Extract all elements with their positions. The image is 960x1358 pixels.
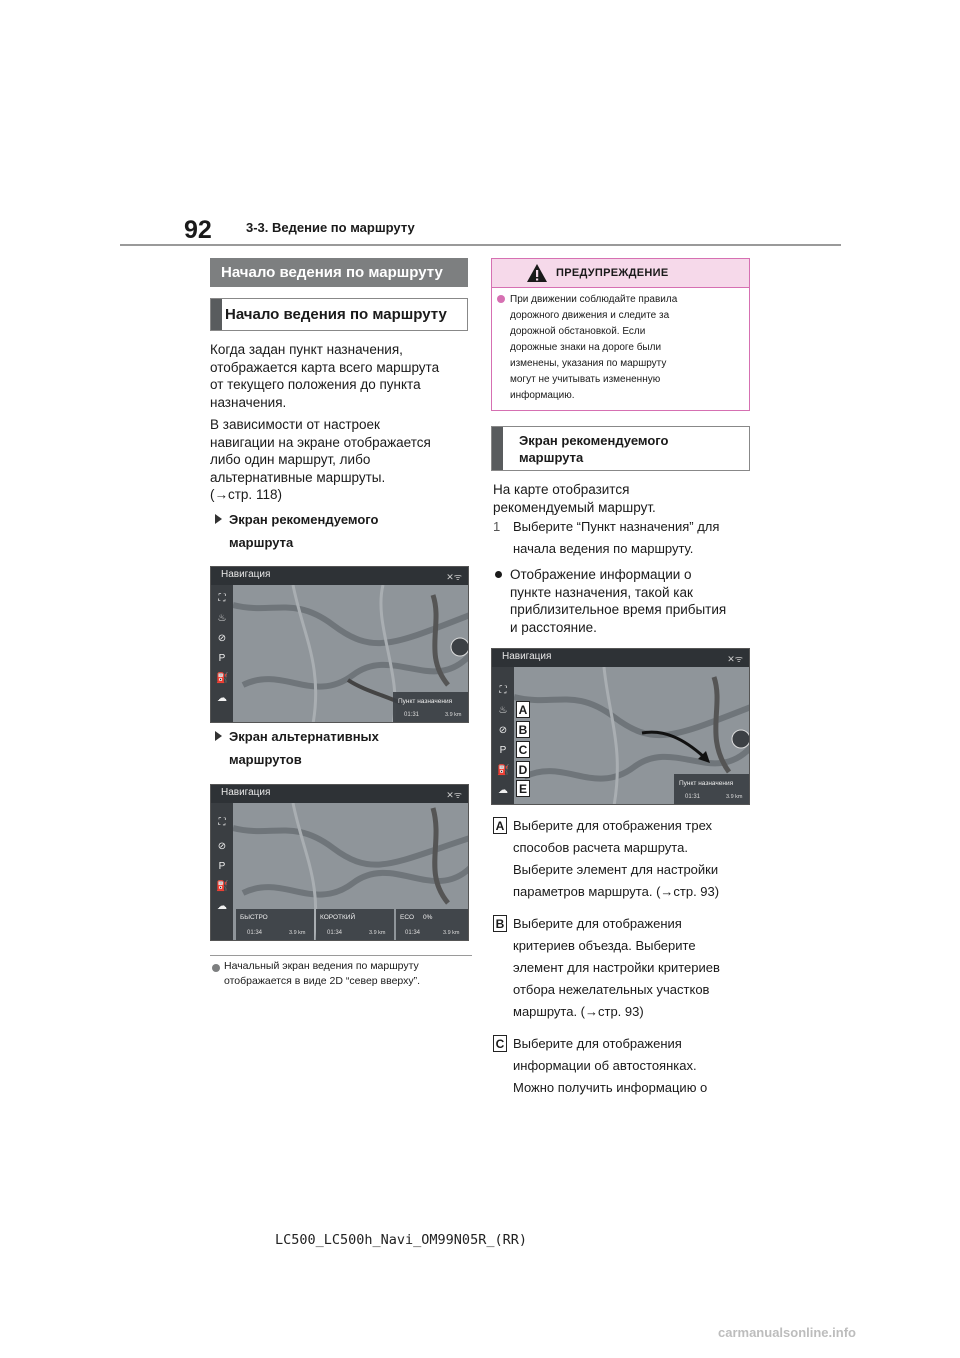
text-line: отбора нежелательных участков	[513, 982, 710, 997]
text-line: Выберите для отображения	[513, 1036, 682, 1051]
arrival-time: 01:31	[404, 712, 420, 718]
fuel-icon[interactable]: ⛽	[216, 881, 229, 892]
parking-icon[interactable]: P	[499, 745, 507, 756]
nav-screen-callouts	[491, 648, 750, 805]
parking-icon[interactable]: P	[218, 653, 226, 664]
signal-icon: ✕ᯤ	[446, 572, 462, 582]
text-line: и расстояние.	[510, 619, 597, 635]
text-line: Начальный экран ведения по маршруту	[224, 960, 419, 972]
text-line: Экран альтернативных	[229, 729, 379, 744]
subsection-bar	[492, 427, 503, 470]
route-fast-time: 01:34	[247, 930, 263, 936]
warning-title: ПРЕДУПРЕЖДЕНИЕ	[556, 267, 669, 279]
fuel-icon[interactable]: ⛽	[216, 673, 229, 684]
text-line: Экран рекомендуемого	[229, 512, 379, 527]
text-line: В зависимости от настроек	[210, 417, 380, 432]
nav-title: Навигация	[502, 651, 552, 662]
text-line: элемент для настройки критериев	[513, 960, 720, 975]
text-line: критериев объезда. Выберите	[513, 938, 696, 953]
route-eco-time: 01:34	[405, 930, 421, 936]
nav-sidebar	[211, 803, 233, 940]
text-line: отображается карта всего маршрута	[210, 359, 440, 375]
expand-icon[interactable]: ⛶	[499, 685, 507, 696]
triangle-bullet-icon	[215, 514, 222, 524]
callout-d: D	[516, 761, 530, 778]
callout-b: B	[516, 721, 530, 738]
text-line: рекомендуемый маршрут.	[493, 499, 656, 515]
text-line: могут не учитывать измененную	[510, 374, 661, 385]
watermark: carmanualsonline.info	[718, 1325, 856, 1340]
page-ref: маршрута. (→стр. 93)	[513, 1004, 644, 1019]
distance: 3.9 km	[726, 794, 743, 800]
text-line: маршрута	[229, 535, 294, 550]
distance: 3.9 km	[445, 712, 462, 718]
text-line: изменены, указания по маршруту	[510, 358, 667, 369]
route-short-time: 01:34	[327, 930, 343, 936]
route-fast-dist: 3.9 km	[289, 930, 306, 936]
dest-label[interactable]: Пункт назначения	[679, 780, 734, 787]
warning-bullet-icon	[497, 295, 505, 303]
text-line: Экран рекомендуемого	[519, 433, 669, 448]
subsection-title-text	[519, 432, 668, 466]
step-text	[513, 516, 763, 560]
expand-icon[interactable]: ⛶	[218, 817, 226, 828]
label-b: B	[493, 915, 507, 932]
section-title: Начало ведения по маршруту	[210, 258, 468, 287]
text-line: Можно получить информацию о	[513, 1080, 708, 1095]
text-line: Выберите для отображения	[513, 916, 682, 931]
text-line: навигации на экране отображается	[210, 434, 431, 450]
item-a-text	[513, 815, 763, 903]
text-line: дорожной обстановкой. Если	[510, 326, 646, 337]
text-line: При движении соблюдайте правила	[510, 294, 678, 305]
text-line: Выберите для отображения трех	[513, 818, 713, 833]
route-short-label[interactable]: КОРОТКИЙ	[320, 914, 356, 921]
text-line: назначения.	[210, 394, 287, 410]
page-number: 92	[184, 216, 212, 244]
note-text	[224, 959, 476, 989]
nav-titlebar	[211, 567, 468, 585]
text-line: Когда задан пункт назначения,	[210, 342, 403, 357]
signal-icon: ✕ᯤ	[727, 654, 743, 664]
recommended-route-heading	[229, 508, 378, 554]
text-line: отображается в виде 2D “север вверху”.	[224, 975, 421, 987]
text-line: приблизительное время прибытия	[510, 602, 727, 617]
text-line: информации об автостоянках.	[513, 1058, 697, 1073]
route-fast-label[interactable]: БЫСТРО	[240, 914, 268, 921]
text-line: дорожные знаки на дороге были	[510, 342, 662, 353]
item-b-text	[513, 913, 763, 1023]
label-a: A	[493, 817, 507, 834]
text-line: либо один маршрут, либо	[210, 452, 371, 467]
callout-a: A	[516, 701, 530, 718]
dest-label[interactable]: Пункт назначения	[398, 698, 453, 705]
subsection-recommended	[491, 426, 750, 471]
warning-text	[510, 292, 736, 404]
route-eco-dist: 3.9 km	[443, 930, 460, 936]
route-eco-percent: 0%	[423, 914, 433, 921]
callout-c: C	[516, 741, 530, 758]
note-divider	[210, 955, 472, 956]
text-line: На карте отобразится	[493, 482, 630, 497]
page-ref: (→стр. 118)	[210, 487, 282, 502]
warning-box	[491, 258, 750, 411]
subsection-title	[210, 298, 468, 331]
nav-titlebar	[492, 649, 749, 667]
note-bullet-icon	[212, 964, 220, 972]
nav-screen-alternatives	[210, 784, 469, 941]
text-line: маршрута	[519, 450, 584, 465]
info-paragraph	[510, 566, 760, 636]
nav-screen-recommended	[210, 566, 469, 723]
avoid-icon[interactable]: ⊘	[217, 841, 227, 852]
map-view[interactable]	[233, 585, 469, 723]
text-line: альтернативные маршруты.	[210, 469, 386, 485]
info-bullet-icon	[495, 571, 502, 578]
parking-icon[interactable]: P	[218, 861, 226, 872]
arrival-time: 01:31	[685, 794, 701, 800]
subsection-title-text: Начало ведения по маршруту	[225, 306, 447, 323]
route-options-icon[interactable]: ♨	[498, 705, 508, 716]
label-c: C	[493, 1035, 507, 1052]
page-ref: параметров маршрута. (→стр. 93)	[513, 884, 720, 899]
signal-icon: ✕ᯤ	[446, 790, 462, 800]
route-short-dist: 3.9 km	[369, 930, 386, 936]
avoid-icon[interactable]: ⊘	[498, 725, 508, 736]
callout-e: E	[516, 780, 530, 797]
warning-header	[492, 259, 749, 288]
route-options-icon[interactable]: ♨	[217, 613, 227, 624]
chapter-title: 3-3. Ведение по маршруту	[246, 220, 415, 235]
text-line: Отображение информации о	[510, 567, 692, 582]
weather-icon[interactable]: ☁	[498, 785, 508, 796]
map-view[interactable]	[514, 667, 750, 805]
weather-icon[interactable]: ☁	[217, 901, 227, 912]
nav-sidebar	[211, 585, 233, 722]
footer-code: LC500_LC500h_Navi_OM99N05R_(RR)	[275, 1232, 527, 1248]
header-divider	[120, 244, 841, 246]
text-line: Выберите элемент для настройки	[513, 862, 719, 877]
item-c-text	[513, 1033, 763, 1099]
warning-triangle-icon	[526, 263, 548, 283]
map-view[interactable]	[233, 803, 469, 941]
fuel-icon[interactable]: ⛽	[497, 765, 510, 776]
text-line: начала ведения по маршруту.	[513, 541, 694, 556]
subsection-bar	[211, 299, 222, 330]
expand-icon[interactable]: ⛶	[218, 593, 226, 604]
nav-title: Навигация	[221, 569, 271, 580]
map-paragraph	[493, 481, 755, 516]
intro-paragraph	[210, 341, 472, 411]
route-eco-label[interactable]: ECO	[400, 914, 415, 921]
text-line: от текущего положения до пункта	[210, 377, 421, 392]
nav-title: Навигация	[221, 787, 271, 798]
weather-icon[interactable]: ☁	[217, 693, 227, 704]
nav-titlebar	[211, 785, 468, 803]
text-line: пункте назначения, такой как	[510, 584, 693, 600]
text-line: способов расчета маршрута.	[513, 840, 688, 855]
avoid-icon[interactable]: ⊘	[217, 633, 227, 644]
alt-routes-heading	[229, 725, 379, 771]
step-number: 1	[493, 519, 501, 534]
text-line: информацию.	[510, 390, 575, 401]
settings-paragraph	[210, 416, 472, 504]
text-line: дорожного движения и следите за	[510, 310, 670, 321]
triangle-bullet-icon	[215, 731, 222, 741]
text-line: Выберите “Пункт назначения” для	[513, 519, 720, 534]
text-line: маршрутов	[229, 752, 302, 767]
nav-sidebar	[492, 667, 514, 804]
